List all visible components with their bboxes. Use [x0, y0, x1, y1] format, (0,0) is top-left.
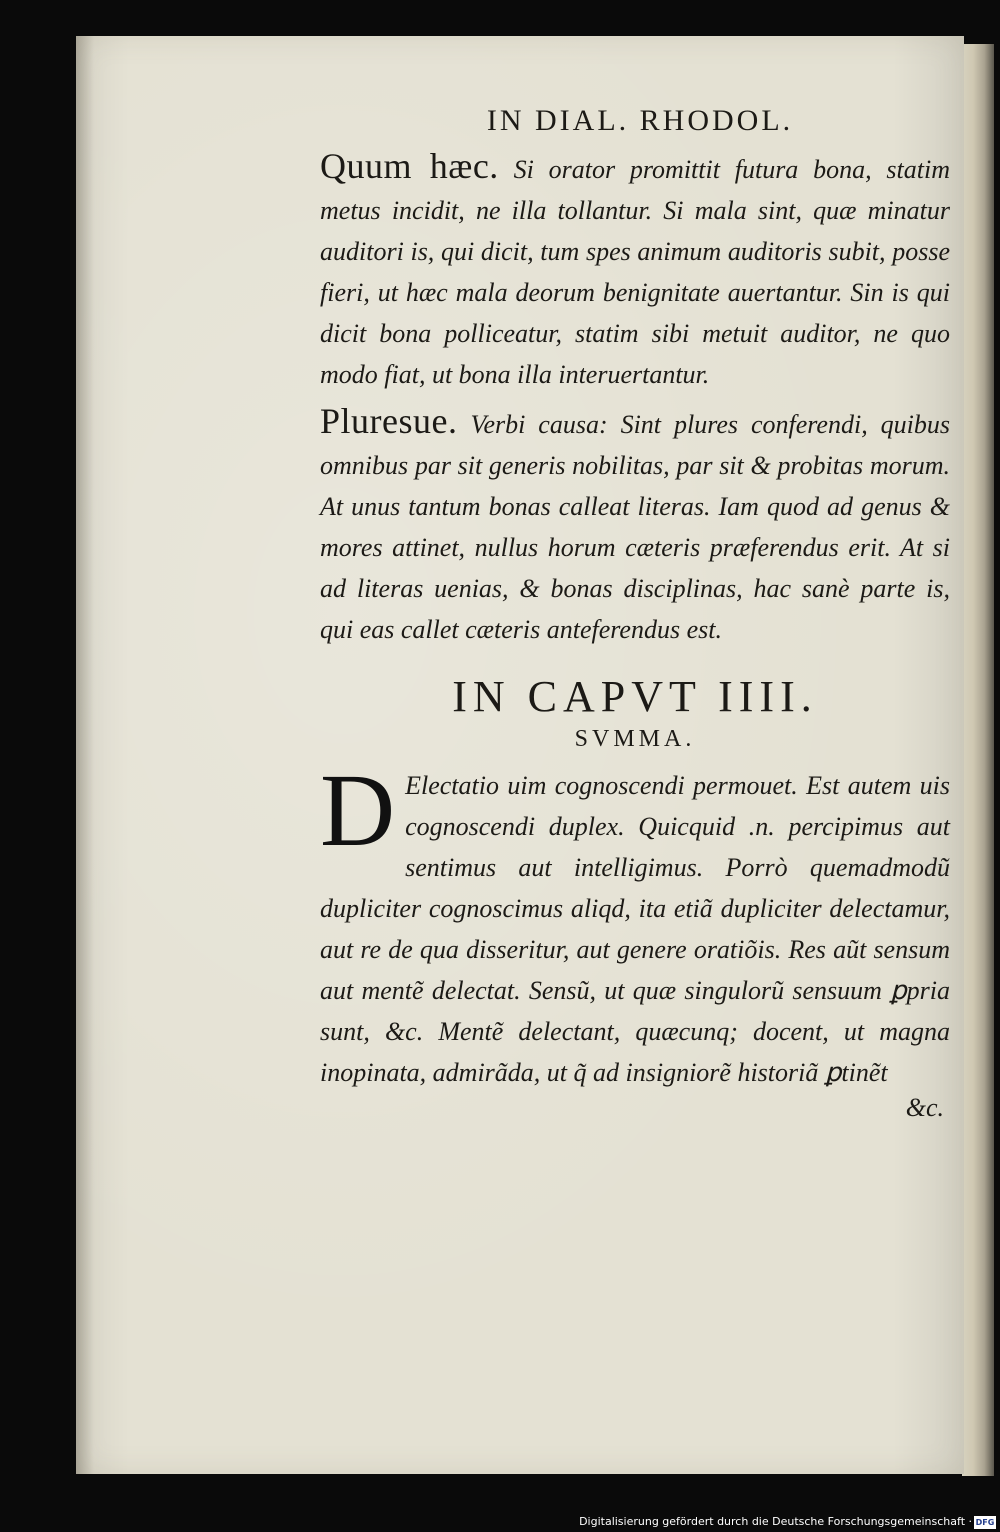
dfg-logo-icon: DFG: [975, 1518, 995, 1527]
chapter-subtitle: SVMMA.: [574, 726, 696, 752]
footer-credit: Digitalisierung gefördert durch die Deutsche Forschungsgemeinschaft ·: [579, 1515, 972, 1528]
chapter-title: IN CAPVT IIII.: [452, 672, 818, 721]
paragraph-text: Si orator promittit futura bona, statim metus incidit, ne illa tollantur. Si mala sint, quæ minatur auditori is, qui dicit, tum spes animum auditoris subit, posse fieri, ut hæc mala deorum benignitate auertantur. Sin is qui dicit bona polliceatur, statim sibi metuit auditor, ne quo modo fiat, ut bona illa interuertantur.: [320, 155, 950, 389]
paragraph-text: Verbi causa: Sint plures conferendi, quibus omnibus par sit generis nobilitas, par sit & probitas morum. At unus tantum bonas calleat literas. Iam quod ad genus & mores attinet, nullus horum cæteris præferendus erit. At si ad literas uenias, & bonas disciplinas, hac sanè parte is, qui eas callet cæteris anteferendus est.: [320, 410, 950, 644]
summa-paragraph: [320, 753, 950, 1093]
drop-cap: D: [320, 753, 396, 868]
summa-text: Electatio uim cognoscendi permouet. Est autem uis cognoscendi duplex. Quicquid .n. percipimus aut sentimus aut intelligimus. Porrò quemadmodũ dupliciter cognoscimus aliqd, ita etiã dupliciter delectamur, aut re de qua disseritur, aut genere oratiõis. Res aũt sensum aut mentẽ delectat. Sensũ, ut quæ singulorũ sensuum ꝑpria sunt, &c. Mentẽ delectant, quæcunq; docent, ut magna inopinata, admirãda, ut q̃ ad insigniorẽ historiã ꝑtinẽt: [320, 771, 950, 1087]
running-head: IN DIAL. RHODOL.: [486, 104, 794, 137]
lemma: Quum hæc.: [320, 146, 499, 186]
summa-end: &c.: [905, 1093, 944, 1122]
lemma: Pluresue.: [320, 401, 458, 441]
text-block: [320, 104, 950, 1123]
page-edge: [962, 44, 994, 1476]
commentary-paragraph-1: [320, 146, 950, 395]
gutter-shadow: [76, 36, 94, 1474]
commentary-paragraph-2: [320, 401, 950, 650]
